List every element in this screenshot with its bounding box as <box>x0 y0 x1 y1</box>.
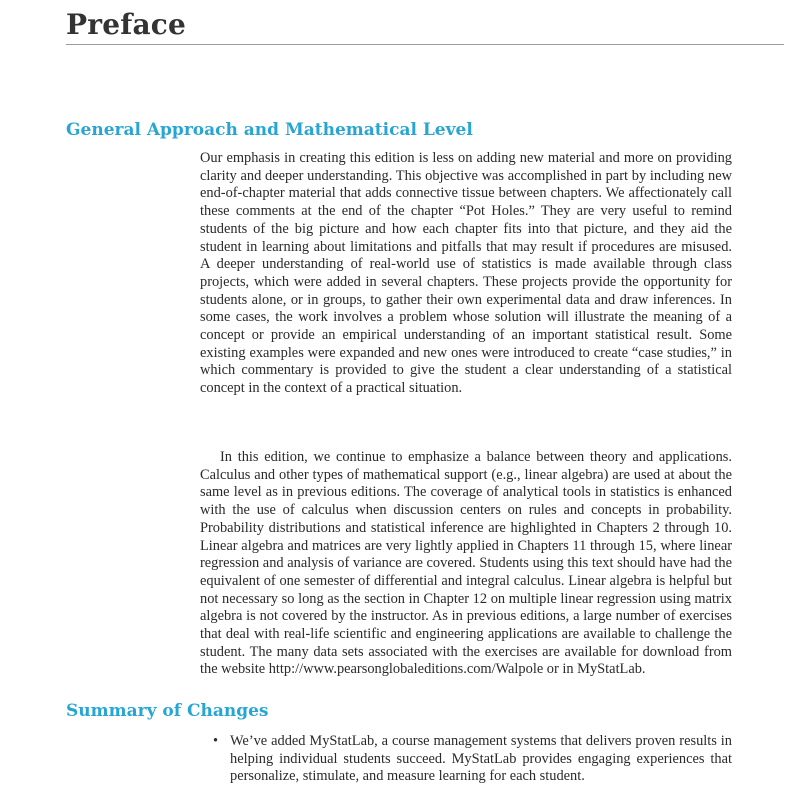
bullet-icon: • <box>213 733 219 749</box>
changes-list <box>200 733 732 786</box>
list-item-text: We’ve added MyStatLab, a course management systems that delivers proven results in helping individual students succeed. MyStatLab provides engaging experiences that personalize, stimulate, and measure learning for each student. <box>230 733 732 785</box>
paragraph-balance: In this edition, we continue to emphasize a balance between theory and applications. Calculus and other types of mathematical support (e.g., linear algebra) are used at about the same level as in previous editions. The coverage of analytical tools in statistics is enhanced with the use of calculus when discussion centers on rules and concepts in probability. Probability distributions and statistical inference are highlighted in Chapters 2 through 10. Linear algebra and matrices are very lightly applied in Chapters 11 through 15, where linear regression and analysis of variance are covered. Students using this text should have had the equivalent of one semester of differential and integral calculus. Linear algebra is helpful but not necessary so long as the section in Chapter 12 on multiple linear regression using matrix algebra is not covered by the instructor. As in previous editions, a large number of exercises that deal with real-life scientific and engineering applications are available to challenge the student. The many data sets associated with the exercises are available for download from the website http://www.pearsonglobaleditions.com/Walpole or in MyStatLab. <box>200 449 732 678</box>
page-title: Preface <box>66 8 187 41</box>
title-divider <box>66 44 784 45</box>
section-heading-general-approach: General Approach and Mathematical Level <box>66 120 473 140</box>
section-heading-summary-of-changes: Summary of Changes <box>66 701 269 721</box>
list-item <box>200 733 732 786</box>
paragraph-emphasis: Our emphasis in creating this edition is less on adding new material and more on providing clarity and deeper understanding. This objective was accomplished in part by including new end-of-chapter material that adds connective tissue between chapters. We affectionately call these comments at the end of the chapter “Pot Holes.” They are very useful to remind students of the big picture and how each chapter fits into that picture, and they aid the student in learning about limitations and pitfalls that may result if procedures are misused. A deeper understanding of real-world use of statistics is made available through class projects, which were added in several chapters. These projects provide the opportunity for students alone, or in groups, to gather their own experimental data and draw inferences. In some cases, the work involves a problem whose solution will illustrate the meaning of a concept or provide an empirical understanding of an important statistical result. Some existing examples were expanded and new ones were introduced to create “case studies,” in which commentary is provided to give the student a clear understanding of a statistical concept in the context of a practical situation. <box>200 150 732 397</box>
